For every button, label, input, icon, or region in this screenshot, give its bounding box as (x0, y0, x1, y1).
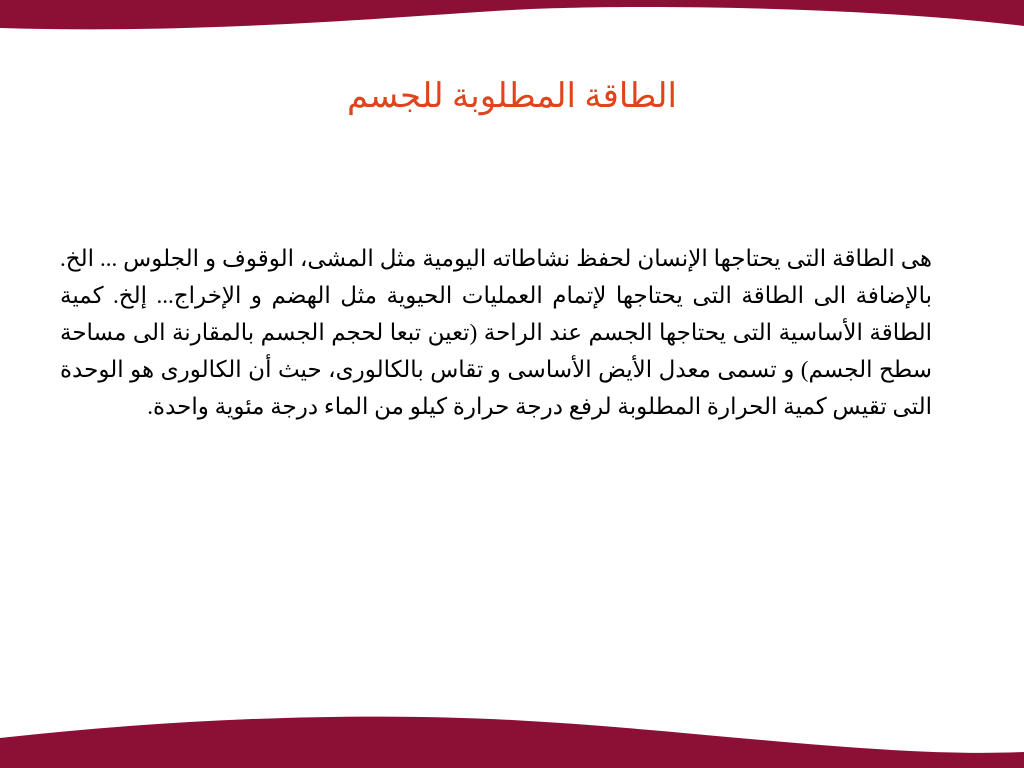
slide-title: الطاقة المطلوبة للجسم (347, 78, 677, 115)
bottom-decorative-band (0, 708, 1024, 768)
top-band-shape (0, 0, 1024, 29)
body-paragraph: هى الطاقة التى يحتاجها الإنسان لحفظ نشاطاته اليومية مثل المشى، الوقوف و الجلوس ... الخ. بالإضافة الى الطاقة التى يحتاجها لإتمام العمليات الحيوية مثل الهضم و الإخراج... إلخ. كمية الطاقة الأساسية التى يحتاجها الجسم عند الراحة (تعين تبعا لحجم الجسم بالمقارنة الى مساحة سطح الجسم) و تسمى معدل الأيض الأساسى و تقاس بالكالورى، حيث أن الكالورى هو الوحدة التى تقيس كمية الحرارة المطلوبة لرفع درجة حرارة كيلو من الماء درجة مئوية واحدة. (60, 246, 932, 419)
bottom-band-shape (0, 717, 1024, 768)
top-decorative-band (0, 0, 1024, 40)
